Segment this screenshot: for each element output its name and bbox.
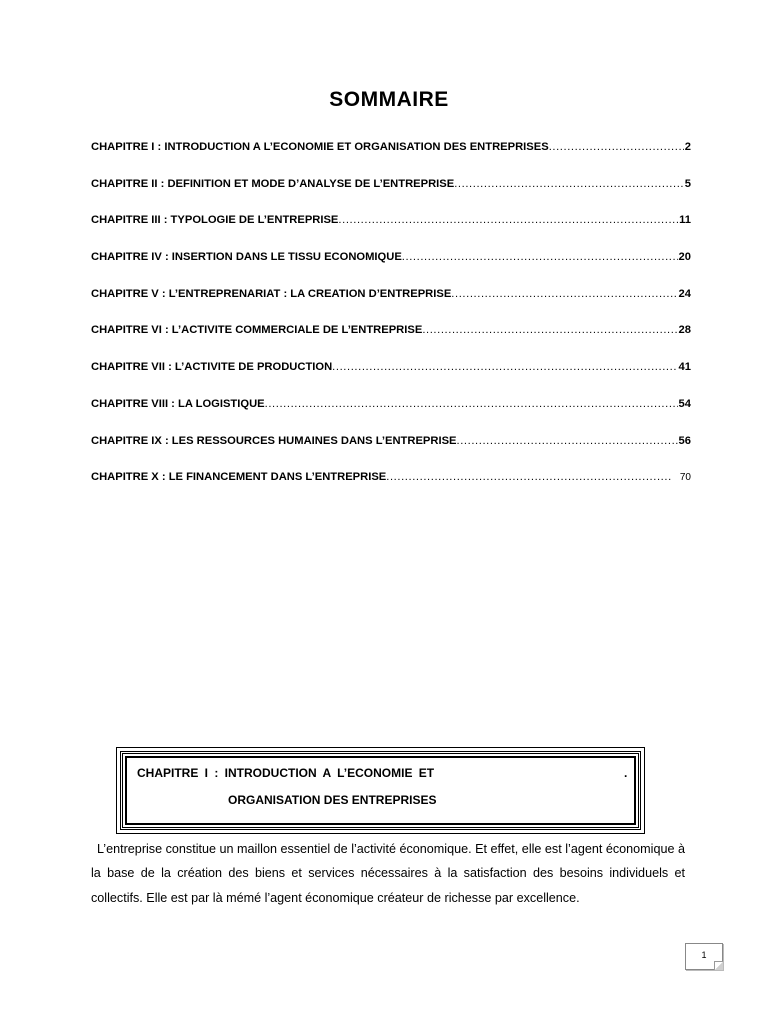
toc-leader-dots [549,141,684,153]
page-title: SOMMAIRE [329,88,449,111]
toc-leader-dots [338,214,678,226]
toc-leader-dots [422,324,677,336]
toc-entry[interactable] [91,214,691,251]
toc-leader-dots [454,178,684,190]
toc-leader-dots [457,435,678,447]
toc-entry-label: CHAPITRE VIII : LA LOGISTIQUE [91,397,265,410]
toc-entry-page: 28 [678,324,691,337]
toc-entry-label: CHAPITRE X : LE FINANCEMENT DANS L’ENTREPRISE [91,471,387,484]
toc-leader-dots [451,288,677,300]
toc-entry[interactable] [91,361,691,398]
toc-leader-dots [402,251,678,263]
toc-entry-page: 70 [679,472,691,484]
toc-entry-label: CHAPITRE IV : INSERTION DANS LE TISSU ECONOMIQUE [91,251,402,264]
toc-entry-label: CHAPITRE II : DEFINITION ET MODE D’ANALYSE DE L’ENTREPRISE [91,177,455,190]
toc-leader-dots [265,398,678,410]
toc-entry[interactable] [91,288,691,325]
toc-entry-label: CHAPITRE I : INTRODUCTION A L’ECONOMIE ET ORGANISATION DES ENTREPRISES [91,141,549,153]
toc-entry-page: 20 [678,251,691,264]
chapter-heading-line1: CHAPITRE I : INTRODUCTION A L’ECONOMIE ET [137,766,435,780]
toc-entry-page: 2 [684,141,691,153]
chapter-heading-line2: ORGANISATION DES ENTREPRISES [228,793,437,807]
toc-entry-page: 41 [678,361,691,374]
toc-entry-label: CHAPITRE VI : L’ACTIVITE COMMERCIALE DE L’ENTREPRISE [91,324,423,337]
toc-entry-page: 54 [678,397,691,410]
toc-entry-page: 56 [678,434,691,447]
body-paragraph [91,837,685,910]
toc-leader-dots [332,361,677,373]
toc-entry-page: 11 [679,214,691,227]
body-paragraph-text: L’entreprise constitue un maillon essentiel de l’activité économique. Et effet, elle est l’agent économique à la base de la création des biens et services nécessaires à la satisfaction des besoins individuels et collectifs. Elle est par là mémé l’agent économique créateur de richesse par excellence. [91,842,685,905]
toc-leader-dots [386,471,672,483]
table-of-contents [91,141,691,508]
toc-entry[interactable] [91,435,691,472]
toc-entry-label: CHAPITRE IX : LES RESSOURCES HUMAINES DANS L’ENTREPRISE [91,434,457,447]
toc-entry[interactable] [91,398,691,435]
chapter-heading-dot: . [624,766,628,780]
toc-entry[interactable] [91,251,691,288]
toc-entry[interactable] [91,471,691,508]
toc-entry-label: CHAPITRE VII : L’ACTIVITE DE PRODUCTION [91,361,333,374]
toc-entry-label: CHAPITRE V : L’ENTREPRENARIAT : LA CREATION D’ENTREPRISE [91,287,452,300]
toc-entry[interactable] [91,178,691,215]
page-number-box: 1 [685,943,723,970]
toc-entry[interactable] [91,141,691,178]
toc-entry[interactable] [91,324,691,361]
toc-entry-page: 24 [678,287,691,300]
toc-entry-label: CHAPITRE III : TYPOLOGIE DE L’ENTREPRISE [91,214,339,227]
toc-entry-page: 5 [684,177,691,190]
